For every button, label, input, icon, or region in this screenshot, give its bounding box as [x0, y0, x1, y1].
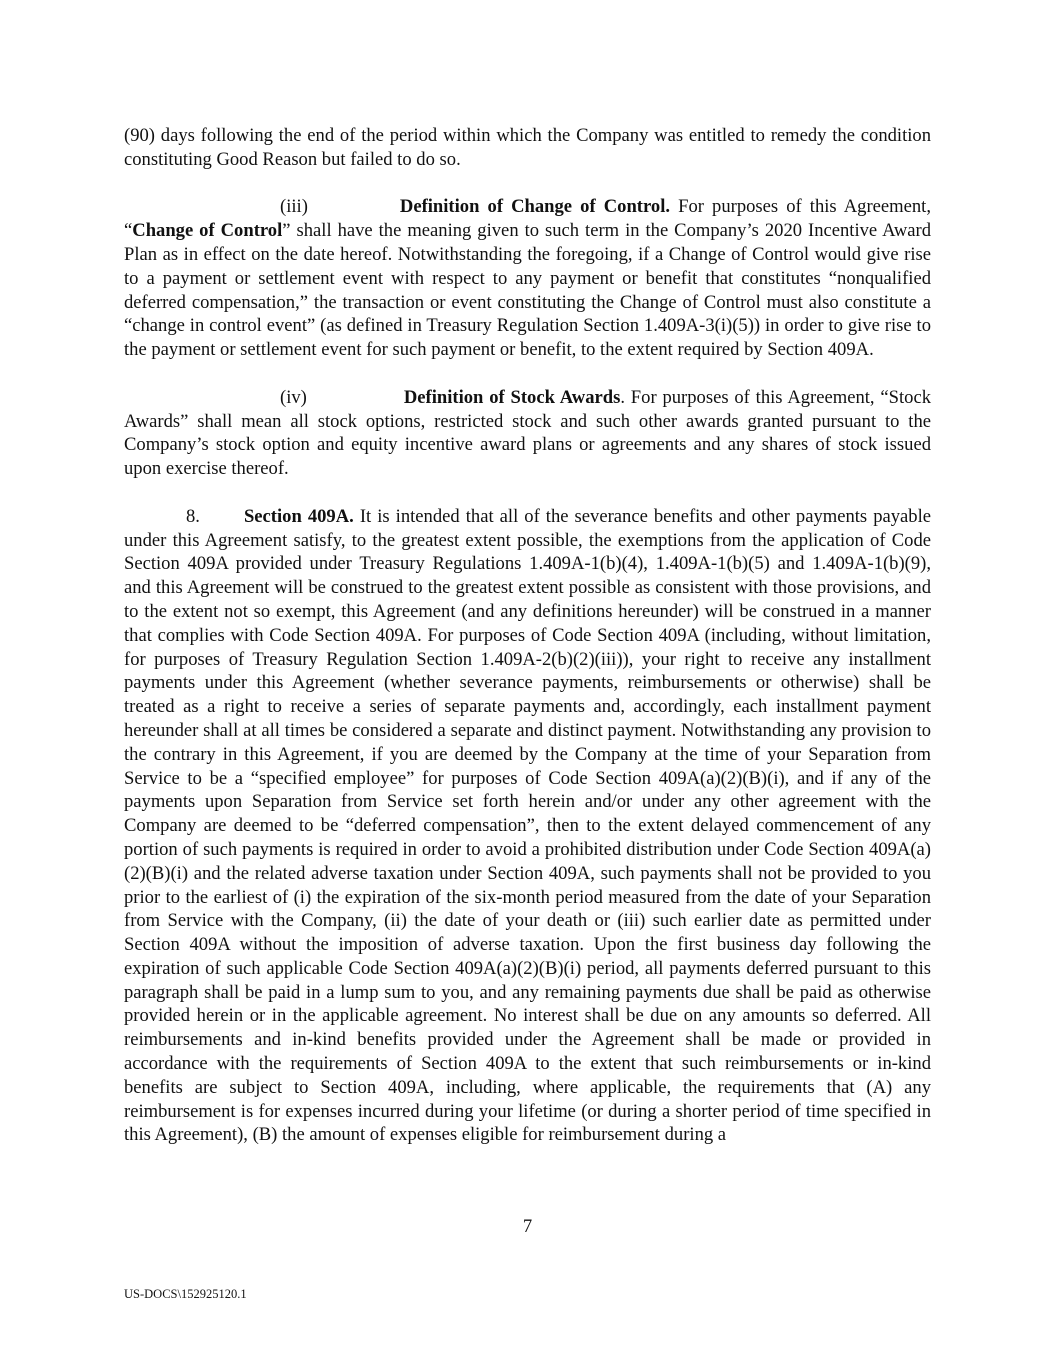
page-number: 7: [522, 1216, 533, 1237]
section-iii-text: ” shall have the meaning given to such term in the Company’s 2020 Incentive Award Plan as in effect on the date hereof. Notwithstanding the foregoing, if a Change of Control would give rise to a payment or settlement event with respect to any payment or benefit that constitutes “nonqualified deferred compensation,” the transaction or event constituting the Change of Control must also constitute a “change in control event” (as defined in Treasury Regulation Section 1.409A-3(i)(5)) in order to give rise to the payment or settlement event for such payment or benefit, to the extent required by Section 409A.: [124, 220, 931, 361]
section-iii-paragraph: [124, 195, 931, 362]
section-iii-defined-term: Change of Control: [132, 220, 283, 242]
section-iii-heading: Definition of Change of Control.: [399, 196, 671, 218]
section-8-paragraph: [124, 505, 931, 1148]
document-body: [124, 124, 931, 1171]
section-iv-paragraph: [124, 386, 931, 481]
section-iv-number: (iv): [280, 386, 307, 408]
section-iv-text: . For purposes of this Agreement, “Stock Awards” shall mean all stock options, restricted stock and such other awards granted pursuant to the Company’s stock option and equity incentive award plans or agreements and any shares of stock issued upon exercise thereof.: [124, 386, 931, 480]
section-iv-heading: Definition of Stock Awards: [403, 386, 621, 408]
document-id: US-DOCS\152925120.1: [124, 1287, 247, 1301]
section-8-number: 8.: [186, 505, 200, 527]
section-iii-number: (iii): [280, 196, 308, 218]
section-8-text: It is intended that all of the severance benefits and other payments payable under this Agreement satisfy, to the greatest extent possible, the exemptions from the application of Code Section 409A provided under Treasury Regulations 1.409A-1(b)(4), 1.409A-1(b)(5) and 1.409A-1(b)(9), and this Agreement will be construed to the greatest extent possible as consistent with those provisions, and to the extent not so exempt, this Agreement (and any definitions hereunder) will be construed in a manner that complies with Code Section 409A. For purposes of Code Section 409A (including, without limitation, for purposes of Treasury Regulation Section 1.409A-2(b)(2)(iii)), your right to receive any installment payments under this Agreement (whether severance payments, reimbursements or otherwise) shall be treated as a right to receive a series of separate payments and, accordingly, each installment payment hereunder shall at all times be considered a separate and distinct payment. Notwithstanding any provision to the contrary in this Agreement, if you are deemed by the Company at the time of your Separation from Service to be a “specified employee” for purposes of Code Section 409A(a)(2)(B)(i), and if any of the payments upon Separation from Service set forth herein and/or under any other agreement with the Company are deemed to be “deferred compensation”, then to the extent delayed commencement of any portion of such payments is required in order to avoid a prohibited distribution under Code Section 409A(a)(2)(B)(i) and the related adverse taxation under Section 409A, such payments shall not be provided to you prior to the earliest of (i) the expiration of the six-month period measured from the date of your Separation from Service with the Company, (ii) the date of your death or (iii) such earlier date as permitted under Section 409A without the imposition of adverse taxation. Upon the first business day following the expiration of such applicable Code Section 409A(a)(2)(B)(i) period, all payments deferred pursuant to this paragraph shall be paid in a lump sum to you, and any remaining payments due shall be paid as otherwise provided herein or in the applicable agreement. No interest shall be due on any amounts so deferred. All reimbursements and in-kind benefits provided under the Agreement shall be made or provided in accordance with the requirements of Section 409A to the extent that such reimbursements or in-kind benefits are subject to Section 409A, including, where applicable, the requirements that (A) any reimbursement is for expenses incurred during your lifetime (or during a shorter period of time specified in this Agreement), (B) the amount of expenses eligible for reimbursement during a: [124, 505, 932, 1146]
section-8-heading: Section 409A.: [243, 505, 354, 527]
section-iii-text-lead: For purposes of this Agreement, “: [124, 196, 931, 242]
continuation-paragraph: (90) days following the end of the period within which the Company was entitled to remedy the condition constituting Good Reason but failed to do so.: [124, 125, 931, 170]
